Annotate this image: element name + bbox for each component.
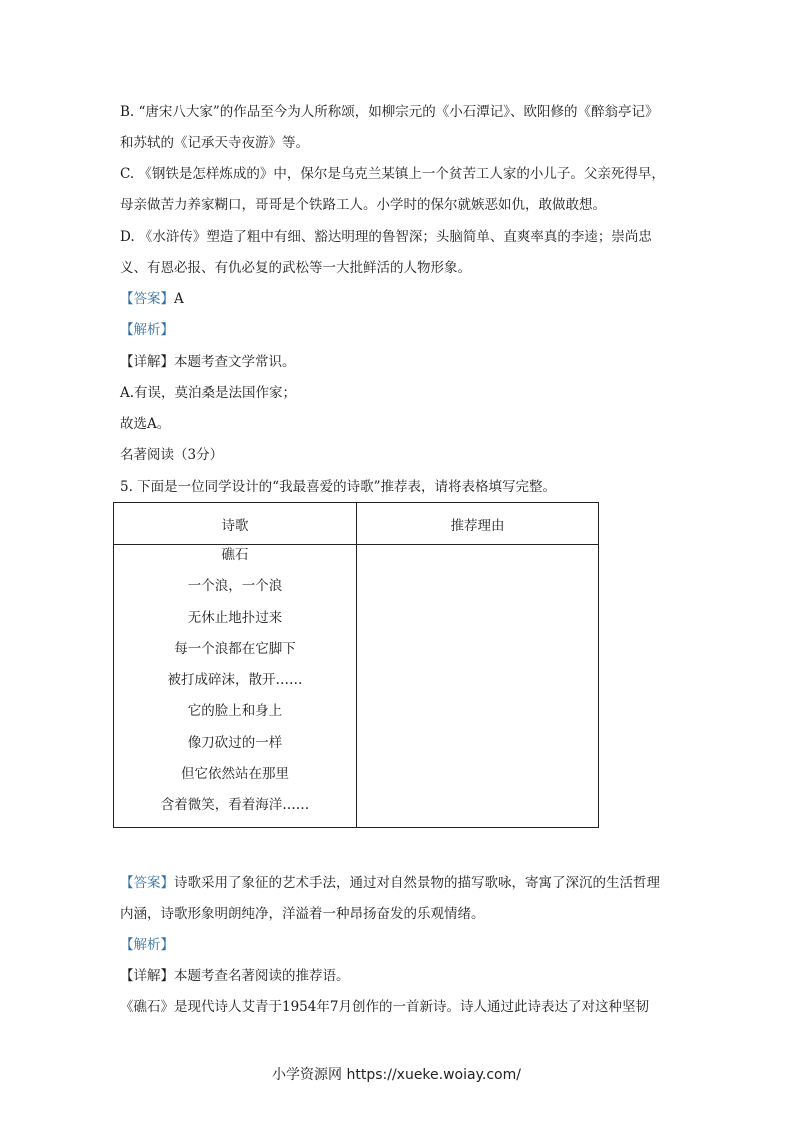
analysis-tag-2: 【解析】 — [120, 937, 174, 953]
option-d-line-1: D. 《水浒传》塑造了粗中有细、豁达明理的鲁智深；头脑简单、直爽率真的李逵；崇尚忠 — [120, 229, 652, 245]
answer-tag: 【答案】 — [120, 291, 174, 307]
poem-line: 一个浪，一个浪 — [187, 578, 283, 595]
question-5: 5. 下面是一位同学设计的“我最喜爱的诗歌”推荐表，请将表格填写完整。 — [120, 479, 556, 495]
section-heading: 名著阅读（3分） — [120, 447, 224, 463]
answer-2-line-1 — [120, 873, 660, 893]
detail-line: 【详解】本题考查文学常识。 — [120, 354, 296, 370]
detail-line-2: 【详解】本题考查名著阅读的推荐语。 — [120, 968, 350, 984]
poem-column-header: 诗歌 — [114, 503, 357, 545]
option-c-line-1: C. 《钢铁是怎样炼成的》中，保尔是乌克兰某镇上一个贫苦工人家的小儿子。父亲死得早， — [120, 166, 665, 182]
poem-line: 无休止地扑过来 — [187, 609, 283, 626]
poem-line: 每一个浪都在它脚下 — [174, 640, 296, 657]
answer-line — [120, 289, 184, 309]
poem-line: 它的脸上和身上 — [187, 703, 283, 720]
choose-line: 故选A。 — [120, 416, 171, 432]
poem-cell — [114, 545, 357, 828]
poem-line: 含着微笑，看着海洋…… — [160, 797, 310, 814]
answer-tag: 【答案】 — [120, 875, 174, 891]
answer-value: A — [174, 291, 184, 307]
option-d-line-2: 义、有恩必报、有仇必复的武松等一大批鲜活的人物形象。 — [120, 260, 471, 276]
reason-cell[interactable] — [357, 545, 599, 828]
table-header-row — [114, 503, 599, 545]
page-footer: 小学资源网 https://xueke.woiay.com/ — [272, 1067, 521, 1083]
option-b-line-2: 和苏轼的《记承天寺夜游》等。 — [120, 135, 309, 151]
reason-column-header: 推荐理由 — [357, 503, 599, 545]
recommendation-table — [113, 502, 599, 828]
poem-line: 像刀砍过的一样 — [187, 734, 283, 751]
poem-title: 礁石 — [221, 547, 249, 563]
table-row — [114, 545, 599, 828]
poem-line: 被打成碎沫，散开…… — [167, 672, 303, 689]
analysis-tag: 【解析】 — [120, 322, 174, 338]
option-b-line-1: B. “唐宋八大家”的作品至今为人所称颂，如柳宗元的《小石潭记》、欧阳修的《醉翁亭记》 — [120, 104, 659, 120]
option-c-line-2: 母亲做苦力养家糊口，哥哥是个铁路工人。小学时的保尔就嫉恶如仇，敢做敢想。 — [120, 197, 606, 213]
answer-text: 诗歌采用了象征的艺术手法，通过对自然景物的描写歌咏，寄寓了深沉的生活哲理 — [174, 875, 660, 891]
poem-line: 但它依然站在那里 — [181, 766, 289, 783]
detail-a-line: A.有误，莫泊桑是法国作家； — [120, 385, 297, 401]
detail-text-line: 《礁石》是现代诗人艾青于1954年7月创作的一首新诗。诗人通过此诗表达了对这种坚韧 — [120, 999, 649, 1015]
answer-2-line-2: 内涵，诗歌形象明朗纯净，洋溢着一种昂扬奋发的乐观情绪。 — [120, 906, 485, 922]
